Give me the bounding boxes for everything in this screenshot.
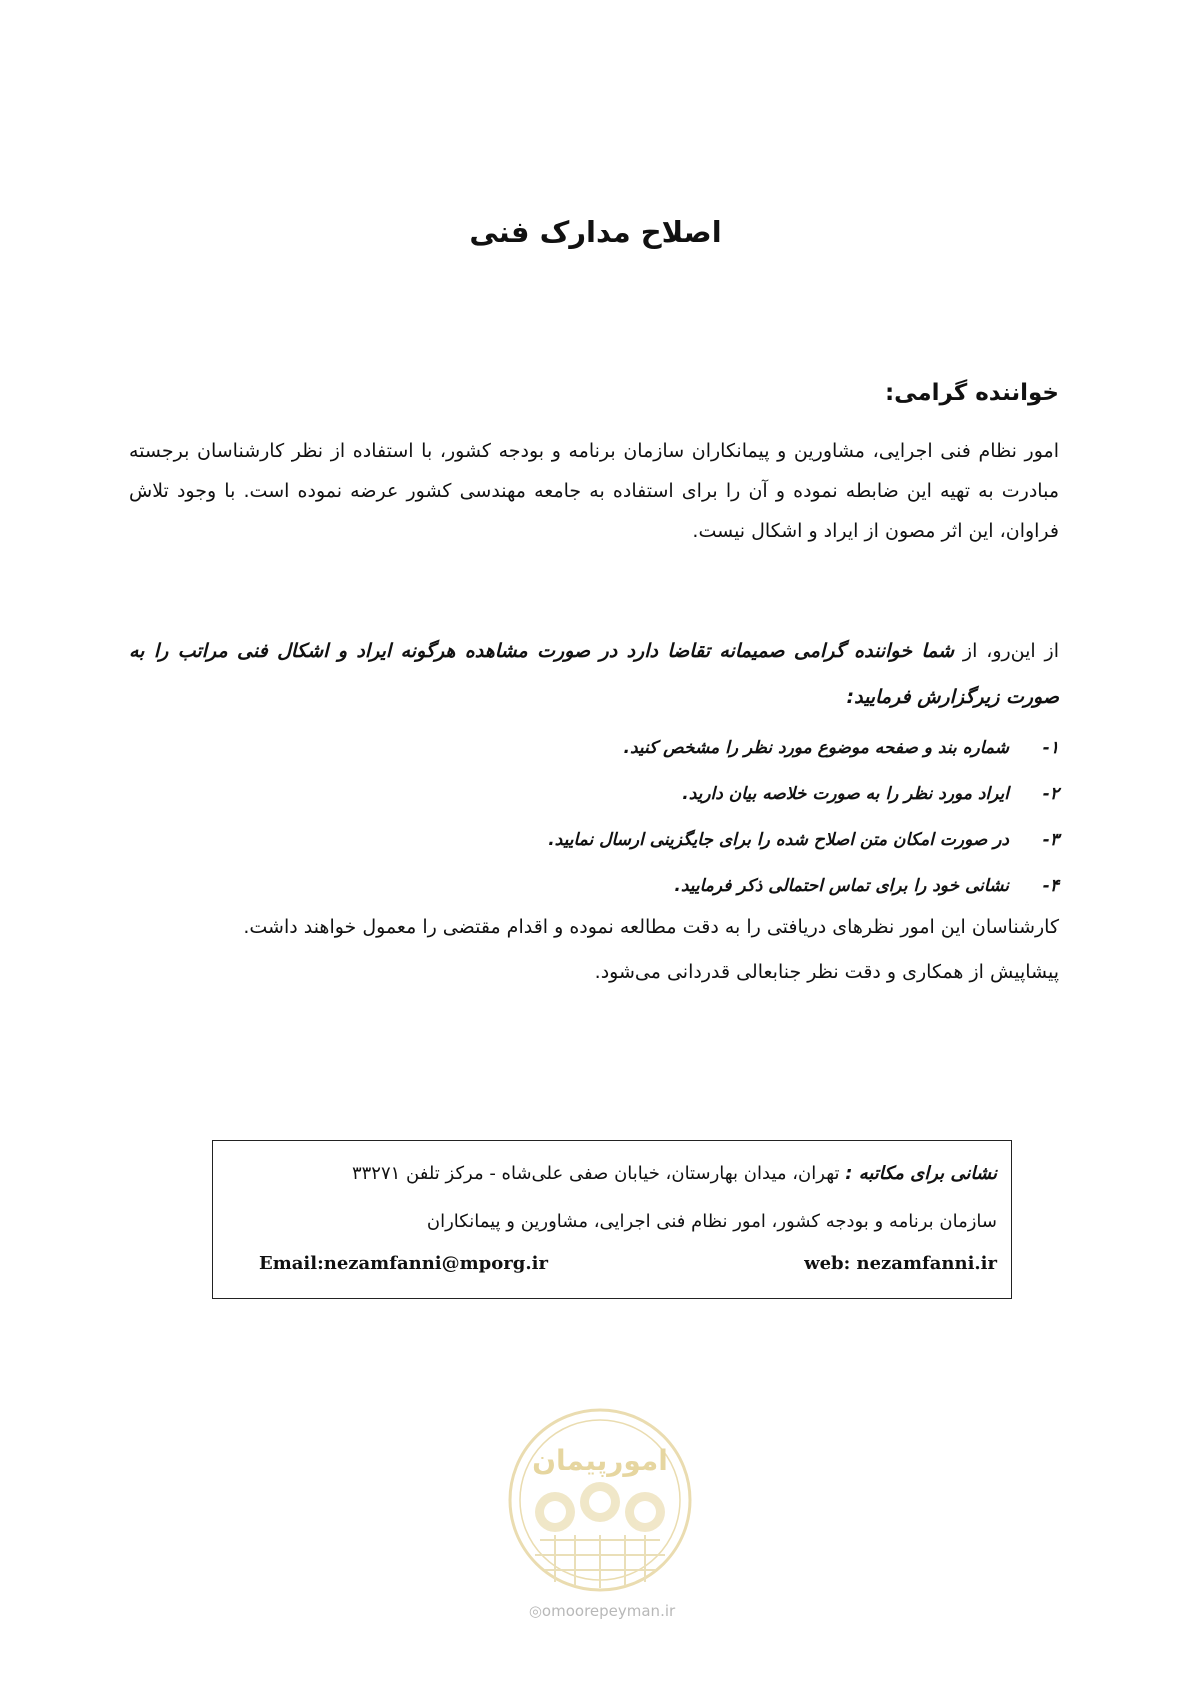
list-item — [129, 725, 1059, 771]
item-text: شماره بند و صفحه موضوع مورد نظر را مشخص کنید. — [623, 738, 1009, 758]
watermark-logo — [500, 1400, 700, 1600]
contact-address — [352, 1163, 997, 1184]
list-item — [129, 817, 1059, 863]
request-emphasis: شما خواننده گرامی صمیمانه تقاضا دارد در صورت مشاهده هرگونه ایراد و اشکال فنی مراتب را به صورت زیرگزارش فرمایید: — [129, 640, 1059, 708]
item-number: ۲- — [1042, 784, 1059, 804]
item-number: ۳- — [1042, 830, 1059, 850]
item-text: نشانی خود را برای تماس احتمالی ذکر فرمایید. — [674, 876, 1009, 896]
list-item — [129, 771, 1059, 817]
closing-line: پیشاپیش از همکاری و دقت نظر جنابعالی قدردانی می‌شود. — [594, 961, 1059, 983]
request-intro: از این‌رو، از — [954, 640, 1059, 662]
page-title: اصلاح مدارک فنی — [469, 215, 722, 249]
watermark-site: ◎omoorepeyman.ir — [528, 1602, 676, 1620]
contact-email-link[interactable]: Email:nezamfanni@mporg.ir — [259, 1253, 548, 1274]
intro-paragraph: امور نظام فنی اجرایی، مشاورین و پیمانکاران سازمان برنامه و بودجه کشور، با استفاده از نظر کارشناسان برجسته مبادرت به تهیه این ضابطه نموده و آن را برای استفاده به جامعه مهندسی کشور عرضه نموده است. با وجود تلاش فراوان، این اثر مصون از ایراد و اشکال نیست. — [129, 440, 1059, 542]
contact-address-text: تهران، میدان بهارستان، خیابان صفی علی‌شاه - مرکز تلفن ۳۳۲۷۱ — [351, 1163, 846, 1184]
greeting-heading: خواننده گرامی: — [884, 380, 1059, 406]
closing-line: کارشناسان این امور نظرهای دریافتی را به دقت مطالعه نموده و اقدام مقتضی را معمول خواهند داشت. — [243, 916, 1059, 938]
closing-text — [129, 905, 1059, 995]
contact-organization: سازمان برنامه و بودجه کشور، امور نظام فنی اجرایی، مشاورین و پیمانکاران — [426, 1211, 997, 1232]
watermark-logo-text: امورپیمان — [532, 1444, 668, 1477]
item-number: ۱- — [1042, 738, 1059, 758]
request-paragraph — [129, 628, 1059, 720]
item-number: ۴- — [1042, 876, 1059, 896]
item-text: در صورت امکان متن اصلاح شده را برای جایگزینی ارسال نمایید. — [548, 830, 1009, 850]
contact-web-link[interactable]: web: nezamfanni.ir — [804, 1253, 997, 1274]
list-item — [129, 863, 1059, 909]
item-text: ایراد مورد نظر را به صورت خلاصه بیان دارید. — [682, 784, 1009, 804]
instruction-list — [129, 725, 1059, 909]
contact-label: نشانی برای مکاتبه : — [845, 1163, 997, 1184]
contact-box — [212, 1140, 1012, 1299]
